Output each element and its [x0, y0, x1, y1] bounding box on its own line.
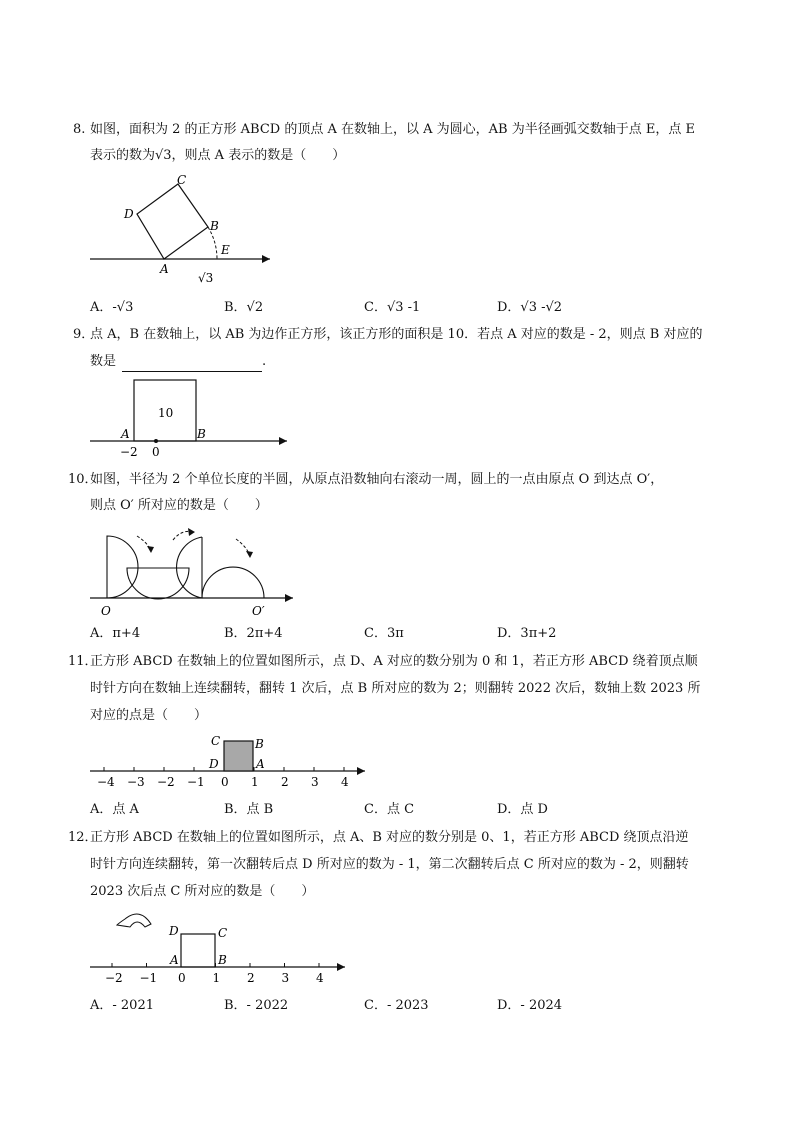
q9-label-A: A	[121, 427, 130, 441]
q12-number: 12．	[68, 830, 98, 845]
q11-label-D: D	[209, 757, 219, 771]
q12-option-d[interactable]: D．- 2024	[497, 998, 563, 1013]
q12-option-b[interactable]: B．- 2022	[224, 998, 289, 1013]
q8-option-b[interactable]: B．√2	[224, 300, 264, 315]
q10-number: 10．	[68, 472, 98, 487]
q10-text-line2: 则点 O′ 所对应的数是（ ）	[90, 498, 268, 513]
q8-number: 8.	[73, 122, 86, 137]
q9-label-minus2: −2	[120, 445, 138, 459]
q11-text-line2: 时针方向在数轴上连续翻转，翻转 1 次后，点 B 所对应的数为 2；则翻转 2022 次后，数轴上数 2023 所	[90, 681, 701, 696]
q10-figure	[85, 525, 300, 620]
q8-figure	[85, 170, 285, 290]
q12-label-B: B	[218, 953, 227, 967]
q12-tick-label: 3	[281, 971, 290, 985]
q12-tick-label: 2	[247, 971, 255, 985]
q11-tick-label: 4	[341, 775, 349, 789]
q10-text-line1: 如图，半径为 2 个单位长度的半圆，从原点沿数轴向右滚动一周，圆上的一点由原点 O 到达点 O′，	[90, 472, 664, 487]
q11-tick-label: −4	[97, 775, 115, 789]
q11-text-line3: 对应的点是（ ）	[90, 708, 208, 723]
q11-number: 11．	[68, 654, 98, 669]
q9-label-zero: 0	[152, 445, 160, 459]
q11-option-b[interactable]: B．点 B	[224, 802, 274, 817]
q8-label-E: E	[221, 243, 230, 257]
q9-label-B: B	[197, 427, 206, 441]
q8-option-a[interactable]: A．-√3	[90, 300, 134, 315]
q12-label-A: A	[170, 953, 179, 967]
q8-label-C: C	[177, 173, 187, 187]
q11-option-d[interactable]: D．点 D	[497, 802, 548, 817]
q11-tick-label: 2	[281, 775, 289, 789]
q12-label-D: D	[169, 924, 179, 938]
q12-rotate-arrow	[117, 914, 151, 927]
q10-option-c[interactable]: C．3π	[364, 626, 404, 641]
q12-figure	[85, 905, 355, 995]
q10-label-Oprime: O′	[252, 604, 265, 618]
q12-option-c[interactable]: C．- 2023	[364, 998, 429, 1013]
q10-label-O: O	[101, 604, 111, 618]
q11-tick-label: −3	[127, 775, 145, 789]
q8-square	[137, 184, 208, 259]
q11-figure	[85, 730, 375, 800]
q8-option-c[interactable]: C．√3 -1	[364, 300, 421, 315]
q10-option-d[interactable]: D．3π+2	[497, 626, 557, 641]
q9-text-line2-start: 数是	[90, 354, 117, 369]
q11-square	[224, 741, 253, 771]
q11-tick-label: 3	[311, 775, 319, 789]
q12-text-line3: 2023 次后点 C 所对应的数是（ ）	[90, 884, 315, 899]
q8-text-line1: 如图，面积为 2 的正方形 ABCD 的顶点 A 在数轴上，以 A 为圆心，AB 为半径画弧交数轴于点 E，点 E	[90, 122, 695, 137]
q9-figure	[85, 375, 295, 460]
q11-label-A: A	[256, 757, 265, 771]
q12-tick-label: 4	[316, 971, 324, 985]
q8-option-d[interactable]: D．√3 -√2	[497, 300, 563, 315]
q11-tick-label: −1	[187, 775, 205, 789]
q9-text-line1: 点 A，B 在数轴上，以 AB 为边作正方形，该正方形的面积是 10．若点 A 对应的数是 - 2，则点 B 对应的	[90, 327, 703, 342]
q11-tick-label: −2	[157, 775, 175, 789]
q10-option-a[interactable]: A．π+4	[90, 626, 141, 641]
q12-tick-label: 1	[212, 971, 221, 985]
q12-label-C: C	[218, 926, 228, 940]
q12-option-a[interactable]: A．- 2021	[90, 998, 154, 1013]
q12-tick-label: 0	[178, 971, 186, 985]
q9-label-area: 10	[158, 406, 174, 420]
q11-text-line1: 正方形 ABCD 在数轴上的位置如图所示，点 D、A 对应的数分别为 0 和 1，若正方形 ABCD 绕着顶点顺	[90, 654, 698, 669]
q8-label-B: B	[210, 219, 219, 233]
q11-option-a[interactable]: A．点 A	[90, 802, 139, 817]
q11-tick-label: 1	[251, 775, 259, 789]
q12-tick-label: −2	[105, 971, 123, 985]
q12-text-line1: 正方形 ABCD 在数轴上的位置如图所示，点 A、B 对应的数分别是 0、1，若正方形 ABCD 绕顶点沿逆	[90, 830, 689, 845]
q12-tick-label: −1	[139, 971, 158, 985]
q8-label-sqrt3: √3	[198, 271, 214, 285]
q11-option-c[interactable]: C．点 C	[364, 802, 415, 817]
q11-label-B: B	[255, 737, 264, 751]
q12-text-line2: 时针方向连续翻转，第一次翻转后点 D 所对应的数为 - 1，第二次翻转后点 C 所对应的数为 - 2，则翻转	[90, 857, 689, 872]
q8-text-line2: 表示的数为√3，则点 A 表示的数是（ ）	[90, 148, 346, 163]
q8-label-D: D	[124, 207, 134, 221]
q9-answer-blank[interactable]	[122, 357, 262, 372]
q10-option-b[interactable]: B．2π+4	[224, 626, 283, 641]
q9-text-line2	[90, 352, 266, 372]
q9-number: 9．	[73, 327, 95, 342]
q11-tick-label: 0	[221, 775, 229, 789]
q11-label-C: C	[211, 734, 221, 748]
q12-square	[181, 934, 215, 967]
q8-label-A: A	[160, 262, 169, 276]
q9-text-line2-end: .	[262, 354, 267, 369]
